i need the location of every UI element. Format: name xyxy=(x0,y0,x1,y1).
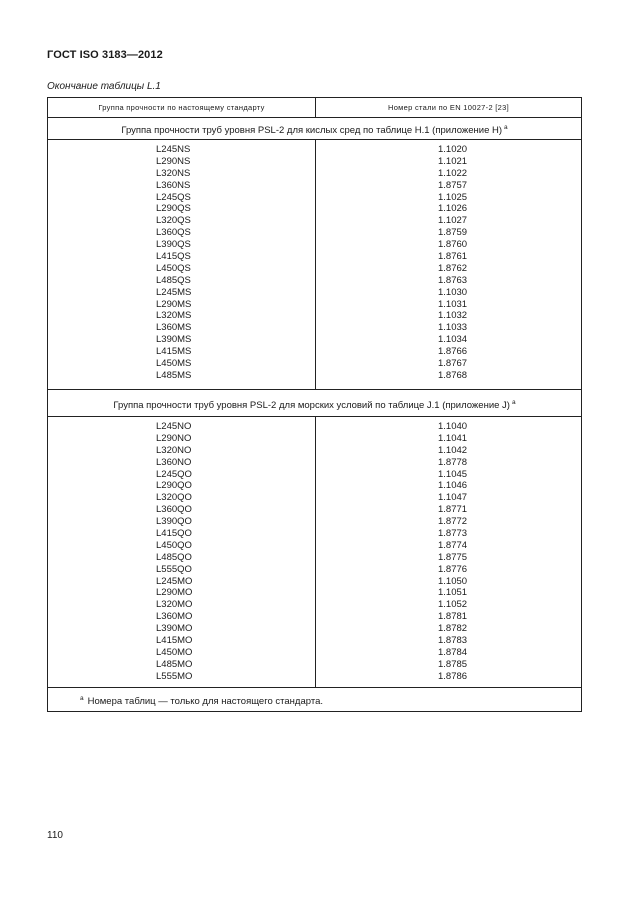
column-divider xyxy=(315,98,316,118)
steel-number-cell: 1.8774 xyxy=(438,539,468,551)
grade-cell: L390MO xyxy=(156,623,193,635)
steel-number-cell: 1.8781 xyxy=(438,611,468,623)
grade-cell: L290MS xyxy=(156,298,192,310)
grade-cell: L390QS xyxy=(156,239,191,251)
grade-cell: L450QO xyxy=(156,539,192,551)
steel-number-cell: 1.1026 xyxy=(438,203,468,215)
table-footnote xyxy=(48,687,581,711)
steel-number-cell: 1.8775 xyxy=(438,551,468,563)
grade-cell: L360MS xyxy=(156,322,192,334)
steel-number-cell: 1.1051 xyxy=(438,587,468,599)
grade-cell: L415MS xyxy=(156,346,192,358)
steel-number-cell: 1.8763 xyxy=(438,274,468,286)
steel-number-cell: 1.8783 xyxy=(438,635,468,647)
section-title-offshore xyxy=(48,389,581,417)
steel-number-cell: 1.1040 xyxy=(438,421,468,432)
note-mark: a xyxy=(504,124,508,131)
steel-number-cell: 1.1025 xyxy=(438,191,468,203)
column-divider xyxy=(315,140,316,389)
grade-cell: L360MO xyxy=(156,611,193,623)
steel-number-cell: 1.8773 xyxy=(438,528,468,540)
grade-cell: L450MO xyxy=(156,646,193,658)
grade-cell: L555MO xyxy=(156,670,193,682)
steel-number-cell: 1.8761 xyxy=(438,251,468,263)
grade-list xyxy=(156,144,191,382)
grade-cell: L415MO xyxy=(156,635,193,647)
steel-number-cell: 1.8785 xyxy=(438,658,468,670)
steel-number-cell: 1.8786 xyxy=(438,670,468,682)
grade-cell: L245MO xyxy=(156,575,193,587)
steel-number-cell: 1.1047 xyxy=(438,492,468,504)
grade-cell: L485QS xyxy=(156,274,191,286)
steel-number-cell: 1.1033 xyxy=(438,322,468,334)
grade-cell: L390MS xyxy=(156,334,192,346)
steel-number-cell: 1.8771 xyxy=(438,504,468,516)
steel-number-cell: 1.1027 xyxy=(438,215,468,227)
grade-cell: L290NO xyxy=(156,432,192,444)
grade-cell: L320MO xyxy=(156,599,193,611)
grade-cell: L450QS xyxy=(156,262,191,274)
page-number: 110 xyxy=(47,830,63,841)
grade-cell: L290QS xyxy=(156,203,191,215)
steel-number-cell: 1.1022 xyxy=(438,167,468,179)
steel-number-cell: 1.1046 xyxy=(438,480,468,492)
steel-number-cell: 1.8759 xyxy=(438,227,468,239)
note-mark: a xyxy=(511,399,516,406)
grade-cell: L360QS xyxy=(156,227,191,239)
col-header-strength-group: Группа прочности по настоящему стандарту xyxy=(98,103,265,112)
col-header-steel-number: Номер стали по EN 10027-2 [23] xyxy=(387,103,510,112)
grade-cell: L360NO xyxy=(156,456,192,468)
grade-cell: L485MS xyxy=(156,369,192,381)
grade-cell: L555QO xyxy=(156,563,192,575)
steel-number-cell: 1.8760 xyxy=(438,239,468,251)
section-title-text: Группа прочности труб уровня PSL-2 для кислых сред по таблице H.1 (приложение H) xyxy=(121,125,503,136)
grade-cell: L360NS xyxy=(156,179,191,191)
steel-grade-table xyxy=(47,97,582,712)
grade-cell: L320MS xyxy=(156,310,192,322)
steel-number-cell: 1.8776 xyxy=(438,563,468,575)
steel-number-cell: 1.1030 xyxy=(438,286,468,298)
grade-list xyxy=(156,421,192,683)
steel-number-cell: 1.8784 xyxy=(438,646,468,658)
section-title-sour xyxy=(48,118,581,140)
grade-cell: L320QS xyxy=(156,215,191,227)
grade-cell: L245QO xyxy=(156,468,192,480)
grade-cell: L320NS xyxy=(156,167,191,179)
steel-number-cell: 1.1032 xyxy=(438,310,468,322)
steel-number-cell: 1.8767 xyxy=(438,358,468,370)
grade-cell: L245NS xyxy=(156,144,191,155)
steel-number-cell: 1.1020 xyxy=(438,144,468,155)
steel-number-cell: 1.8766 xyxy=(438,346,468,358)
steel-number-cell: 1.1031 xyxy=(438,298,468,310)
grade-cell: L485QO xyxy=(156,551,192,563)
steel-number-cell: 1.8762 xyxy=(438,262,468,274)
grade-cell: L290MO xyxy=(156,587,193,599)
steel-number-cell: 1.1052 xyxy=(438,599,468,611)
steel-number-cell: 1.1045 xyxy=(438,468,468,480)
grade-cell: L320NO xyxy=(156,444,192,456)
footnote-mark: a xyxy=(80,695,84,702)
steel-number-cell: 1.1050 xyxy=(438,575,468,587)
steel-list xyxy=(438,144,467,382)
grade-cell: L245QS xyxy=(156,191,191,203)
grade-cell: L485MO xyxy=(156,658,193,670)
grade-cell: L415QO xyxy=(156,528,192,540)
column-divider xyxy=(315,417,316,687)
steel-number-cell: 1.1034 xyxy=(438,334,468,346)
grade-cell: L360QO xyxy=(156,504,192,516)
table-caption: Окончание таблицы L.1 xyxy=(47,81,161,92)
steel-number-cell: 1.8768 xyxy=(438,369,468,381)
grade-cell: L245NO xyxy=(156,421,192,432)
footnote-text: Номера таблиц — только для настоящего стандарта. xyxy=(87,696,323,707)
steel-number-cell: 1.8778 xyxy=(438,456,468,468)
grade-cell: L320QO xyxy=(156,492,192,504)
section-title-text: Группа прочности труб уровня PSL-2 для морских условий по таблице J.1 (приложение J) xyxy=(113,400,510,411)
steel-list xyxy=(438,421,467,683)
grade-cell: L450MS xyxy=(156,358,192,370)
steel-number-cell: 1.1021 xyxy=(438,155,468,167)
steel-number-cell: 1.1042 xyxy=(438,444,468,456)
steel-number-cell: 1.8772 xyxy=(438,516,468,528)
steel-number-cell: 1.1041 xyxy=(438,432,468,444)
grade-cell: L290QO xyxy=(156,480,192,492)
document-header: ГОСТ ISO 3183—2012 xyxy=(47,49,163,61)
grade-cell: L245MS xyxy=(156,286,192,298)
grade-cell: L390QO xyxy=(156,516,192,528)
steel-number-cell: 1.8782 xyxy=(438,623,468,635)
grade-cell: L290NS xyxy=(156,155,191,167)
steel-number-cell: 1.8757 xyxy=(438,179,468,191)
grade-cell: L415QS xyxy=(156,251,191,263)
